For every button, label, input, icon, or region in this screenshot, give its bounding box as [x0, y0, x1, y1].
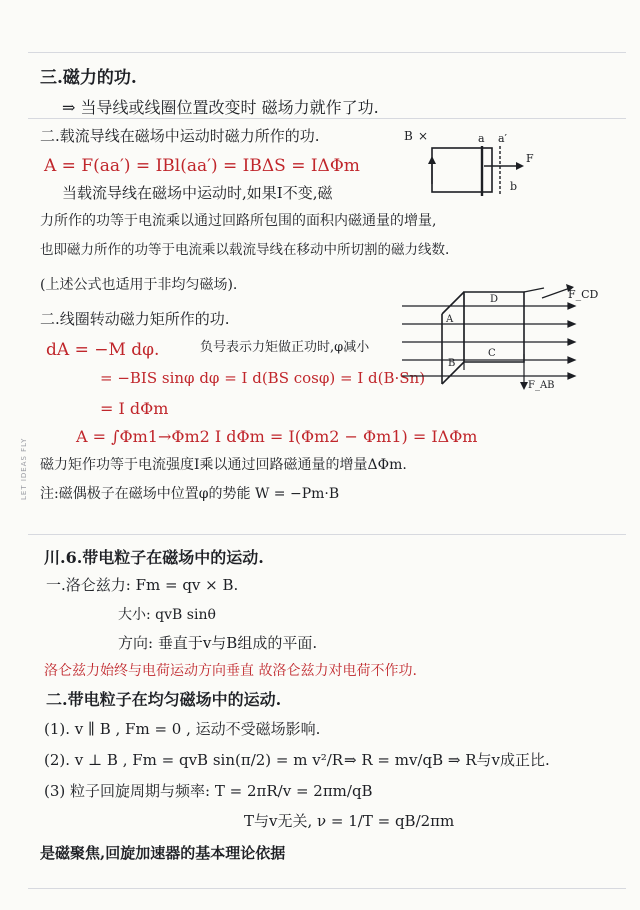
fig2-label-F-cd: F_CD	[568, 288, 599, 301]
ruled-line	[28, 888, 626, 889]
ruled-line	[28, 534, 626, 535]
section3-intro: ⇒ 当导线或线圈位置改变时 磁场力就作了功.	[62, 98, 379, 117]
fig1-label-F: F	[526, 152, 534, 165]
case-parallel: (1). v ∥ B , Fm = 0 , 运动不受磁场影响.	[44, 720, 321, 738]
fig2-coil-edge	[524, 288, 544, 292]
formula-integral: A = ∫Φm1→Φm2 I dΦm = I(Φm2 − Φm1) = IΔΦm	[76, 427, 478, 446]
footer-note: 是磁聚焦,回旋加速器的基本理论依据	[40, 844, 286, 862]
rotating-coil-diagram	[392, 284, 602, 394]
ruled-line	[28, 52, 626, 53]
formula-note: 负号表示力矩做正功时,φ减小	[200, 340, 370, 355]
formula-line: = −BIS sinφ dφ = I d(BS cosφ) = I d(B·Sn)	[100, 369, 426, 387]
fig2-field-lines	[402, 303, 575, 379]
moving-wire-diagram	[400, 126, 560, 204]
case-perpendicular: (2). v ⊥ B , Fm = qvB sin(π/2) = m v²/R	[44, 751, 344, 769]
note-dipole: 注:磁偶极子在磁场中位置φ的势能 W = −Pm·B	[40, 486, 340, 502]
note-line: 当载流导线在磁场中运动时,如果I不变,磁	[62, 184, 333, 202]
radius-result	[344, 753, 550, 768]
formula-work-moving-wire: A = F(aa′) = IBl(aa′) = IBΔS = IΔΦm	[44, 156, 360, 176]
fig1-label-x: ×	[418, 129, 429, 143]
section3-title: 三.磁力的功.	[40, 68, 137, 88]
fig1-label-b: b	[510, 180, 518, 193]
section3-sub2-title: 二.线圈转动磁力矩所作的功.	[40, 310, 230, 328]
fig2-label-D: D	[490, 294, 499, 305]
fig2-coil-side	[442, 292, 464, 314]
ruled-line	[28, 118, 626, 119]
fig1-current-arrowhead	[428, 156, 436, 164]
fig2-label-C: C	[488, 348, 496, 359]
period-frequency: (3) 粒子回旋周期与频率: T = 2πR/v = 2πm/qB	[44, 782, 373, 800]
note-line: 磁力矩作功等于电流强度I乘以通过回路磁通量的增量ΔΦm.	[40, 457, 407, 473]
fig2-label-A: A	[446, 314, 454, 325]
margin-label: LET IDEAS FLY	[20, 437, 28, 500]
fig1-label-a: a	[478, 132, 485, 145]
note-line: 力所作的功等于电流乘以通过回路所包围的面积内磁通量的增量,	[40, 213, 437, 229]
lorentz-red-note: 洛仑兹力始终与电荷运动方向垂直 故洛仑兹力对电荷不作功.	[44, 663, 417, 679]
uniform-field-title: 二.带电粒子在均匀磁场中的运动.	[46, 690, 282, 709]
note-line: 也即磁力所作的功等于电流乘以载流导线在移动中所切割的磁力线数.	[40, 242, 450, 258]
lorentz-force-title: 一.洛仑兹力: Fm = qv × B.	[46, 576, 239, 594]
fig1-label-B: B	[404, 129, 413, 143]
lorentz-direction: 方向: 垂直于v与B组成的平面.	[118, 634, 318, 652]
fig1-force-arrowhead	[516, 162, 524, 170]
formula-torque-work: dA = −M dφ.	[46, 340, 160, 360]
fig2-force-arrowhead	[520, 382, 528, 390]
section4-title: 川.6.带电粒子在磁场中的运动.	[44, 548, 264, 567]
fig2-label-B: B	[448, 358, 456, 369]
section3-sub1-title: 二.载流导线在磁场中运动时磁力所作的功.	[40, 127, 320, 145]
formula-line: = I dΦm	[100, 399, 169, 418]
period-independence: T与v无关, ν = 1/T = qB/2πm	[244, 812, 455, 830]
fig2-label-F-ab: F_AB	[528, 380, 555, 391]
lorentz-magnitude: 大小: qvB sinθ	[118, 607, 216, 623]
radius-result-text: ⇒ R = mv/qB ⇒ R与v成正比.	[344, 751, 550, 769]
fig1-label-a2: a′	[498, 132, 508, 145]
fig2-force-arrow	[542, 288, 570, 298]
note-line: (上述公式也适用于非均匀磁场).	[40, 277, 238, 293]
